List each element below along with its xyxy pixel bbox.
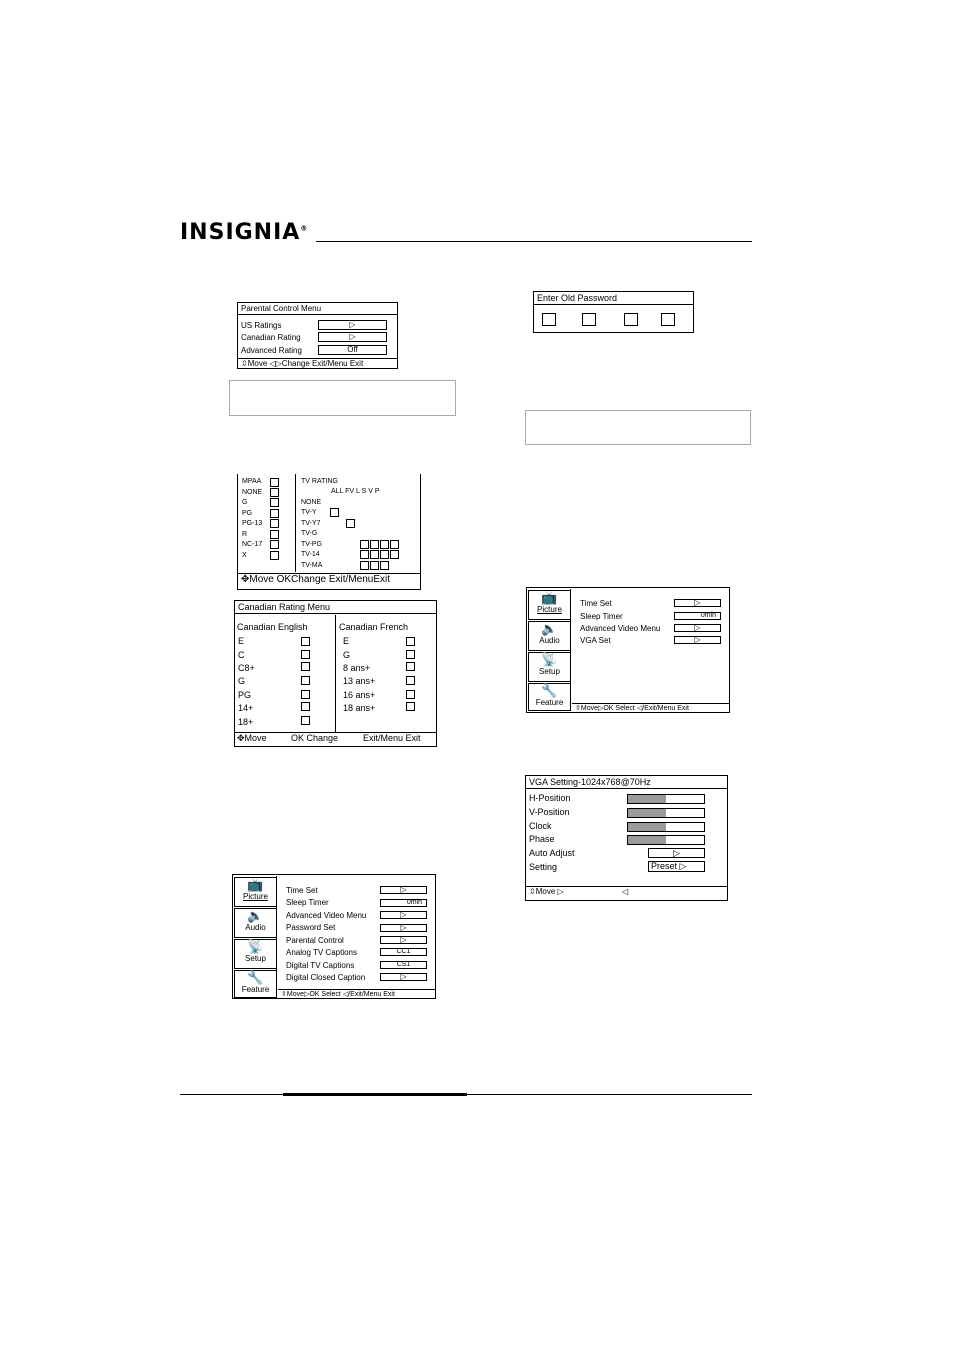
english-rating: 14+ (238, 703, 254, 713)
header-rule (316, 241, 752, 242)
menu-item-label: Parental Control (286, 936, 344, 945)
password-digit-1[interactable] (542, 313, 556, 326)
tv-rating-checkbox[interactable] (346, 519, 355, 528)
h-position-slider[interactable] (627, 794, 705, 804)
french-rating-checkbox[interactable] (406, 662, 415, 671)
menu-item-value[interactable]: 0min (380, 899, 427, 907)
menu-item-value[interactable]: ▷ (380, 973, 427, 981)
canadian-rating-menu (234, 600, 437, 747)
menu-item-value[interactable]: ▷ (674, 636, 721, 644)
english-rating: G (238, 676, 246, 686)
french-rating-checkbox[interactable] (406, 637, 415, 646)
menu-item-value[interactable]: CC1 (380, 948, 427, 956)
satellite-dish-icon: 📡 (541, 652, 558, 667)
french-rating: G (343, 650, 351, 660)
slider-fill (628, 809, 666, 817)
note-box (525, 410, 751, 445)
slider-fill (628, 836, 666, 844)
tv-rating-checkbox[interactable] (390, 550, 399, 559)
tv-rating-checkbox[interactable] (380, 550, 389, 559)
english-rating-checkbox[interactable] (301, 676, 310, 685)
advanced-rating-value[interactable]: Off (318, 345, 387, 355)
tv-rating-heading: TV RATING (301, 478, 338, 485)
footer-move: ✥Move (237, 733, 267, 743)
tv-rating: TV-MA (301, 562, 323, 569)
menu-item-label: Advanced Video Menu (286, 911, 367, 920)
setting-select[interactable]: Preset ▷ (648, 861, 705, 872)
french-rating-checkbox[interactable] (406, 676, 415, 685)
tv-rating-checkbox[interactable] (370, 561, 379, 570)
menu-item-value[interactable]: 0min (674, 612, 721, 620)
parental-menu-title: Parental Control Menu (238, 303, 397, 315)
tv-rating-checkbox[interactable] (360, 561, 369, 570)
tools-icon: 🔧 (247, 970, 264, 985)
us-ratings-value[interactable]: ▷ (318, 320, 387, 330)
footer-back: ◁ (622, 887, 629, 896)
speaker-icon: 🔈 (247, 908, 264, 923)
parental-control-menu (237, 302, 398, 369)
menu-item-value[interactable]: ▷ (380, 886, 427, 894)
password-digit-4[interactable] (661, 313, 675, 326)
tv-rating-checkbox[interactable] (380, 561, 389, 570)
sidebar-item-feature[interactable]: 🔧 Feature (528, 683, 571, 711)
tv-rating: TV-G (301, 530, 318, 537)
canadian-english-heading: Canadian English (237, 622, 308, 632)
english-rating: 18+ (238, 717, 254, 727)
satellite-dish-icon: 📡 (247, 939, 264, 954)
tv-rating-checkbox[interactable] (360, 540, 369, 549)
advanced-rating-label: Advanced Rating (241, 346, 302, 355)
english-rating-checkbox[interactable] (301, 637, 310, 646)
menu-item-label: Advanced Video Menu (580, 624, 661, 633)
feature-menu-footer: ⇳Move▷OK Select ◁/Exit/Menu Exit (278, 989, 435, 998)
tv-rating-checkbox[interactable] (370, 540, 379, 549)
french-rating-checkbox[interactable] (406, 702, 415, 711)
mpaa-rating: PG-13 (242, 520, 263, 527)
mpaa-checkbox[interactable] (270, 488, 279, 497)
feature-sidebar (528, 589, 571, 711)
menu-item-label: Digital TV Captions (286, 961, 355, 970)
mpaa-rating: X (242, 552, 247, 559)
english-rating-checkbox[interactable] (301, 662, 310, 671)
us-ratings-footer: ✥Move OKChange Exit/MenuExit (238, 573, 420, 589)
footer-ok: OK Change (291, 733, 339, 743)
tv-rating-checkbox[interactable] (330, 508, 339, 517)
menu-item-value[interactable]: ▷ (380, 924, 427, 932)
menu-item-value[interactable]: ▷ (674, 599, 721, 607)
english-rating-checkbox[interactable] (301, 702, 310, 711)
slider-label: Clock (529, 821, 552, 831)
canadian-menu-title: Canadian Rating Menu (235, 601, 436, 614)
tv-rating-checkbox[interactable] (390, 540, 399, 549)
parental-menu-footer: ⇳Move ◁▷Change Exit/Menu Exit (238, 358, 397, 368)
menu-item-label: Time Set (580, 599, 612, 608)
sidebar-item-setup[interactable]: 📡 Setup (528, 652, 571, 682)
english-rating: C (238, 650, 245, 660)
french-rating: 13 ans+ (343, 676, 376, 686)
password-digit-3[interactable] (624, 313, 638, 326)
us-ratings-label: US Ratings (241, 321, 282, 330)
english-rating-checkbox[interactable] (301, 716, 310, 725)
mpaa-checkbox[interactable] (270, 509, 279, 518)
us-ratings-panel (237, 474, 421, 590)
tv-rating: TV-Y7 (301, 520, 321, 527)
note-box (229, 380, 456, 416)
footer-move: ⇳Move ▷ (529, 887, 564, 896)
menu-item-label: VGA Set (580, 636, 611, 645)
sidebar-item-feature[interactable]: 🔧 Feature (234, 970, 277, 998)
english-rating: E (238, 636, 245, 646)
english-rating: C8+ (238, 663, 255, 673)
mpaa-rating: NC-17 (242, 541, 263, 548)
mpaa-rating: R (242, 531, 248, 538)
menu-item-label: Sleep Timer (286, 898, 329, 907)
mpaa-rating: PG (242, 510, 253, 517)
mpaa-heading: MPAA (242, 478, 262, 485)
mpaa-checkbox[interactable] (270, 540, 279, 549)
password-title: Enter Old Password (534, 292, 693, 305)
tv-icon: 📺 (247, 877, 264, 892)
tv-rating: TV-PG (301, 541, 323, 548)
enter-old-password-dialog (533, 291, 694, 333)
mpaa-checkbox[interactable] (270, 519, 279, 528)
menu-item-label: Analog TV Captions (286, 948, 358, 957)
canadian-menu-footer (235, 732, 436, 746)
canadian-rating-label: Canadian Rating (241, 333, 301, 342)
menu-item-value[interactable]: ▷ (380, 936, 427, 944)
tools-icon: 🔧 (541, 683, 558, 698)
auto-adjust-label: Auto Adjust (529, 848, 575, 858)
menu-item-label: Password Set (286, 923, 336, 932)
vga-footer (526, 886, 727, 900)
menu-item-value[interactable]: ▷ (674, 624, 721, 632)
tv-rating-checkbox[interactable] (370, 550, 379, 559)
french-rating: 16 ans+ (343, 690, 376, 700)
english-rating-checkbox[interactable] (301, 650, 310, 659)
setting-label: Setting (529, 862, 558, 872)
sidebar-item-picture[interactable]: 📺 Picture (234, 877, 277, 907)
slider-label: H-Position (529, 793, 571, 803)
canadian-french-heading: Canadian French (339, 622, 409, 632)
sidebar-item-audio[interactable]: 🔈 Audio (234, 908, 277, 938)
feature-menu-footer: ⇳Move▷OK Select ◁/Exit/Menu Exit (572, 703, 729, 712)
slider-fill (628, 823, 666, 831)
tv-icon: 📺 (541, 590, 558, 605)
french-rating: E (343, 636, 350, 646)
tv-rating: TV-14 (301, 551, 320, 558)
menu-item-label: Sleep Timer (580, 612, 623, 621)
tv-rating-columns: ALL FV L S V P (331, 488, 380, 495)
tv-rating-checkbox[interactable] (380, 540, 389, 549)
slider-label: V-Position (529, 807, 570, 817)
footer-exit: Exit/Menu Exit (363, 733, 421, 743)
slider-label: Phase (529, 834, 555, 844)
vga-setting-menu (525, 775, 728, 901)
footer-rule-accent (283, 1093, 467, 1096)
password-digit-2[interactable] (582, 313, 596, 326)
v-position-slider[interactable] (627, 808, 705, 818)
insignia-logo: INSIGNIA® (180, 220, 309, 245)
french-rating: 18 ans+ (343, 703, 376, 713)
feature-sidebar (234, 876, 277, 997)
slider-fill (628, 795, 666, 803)
auto-adjust-button[interactable]: ▷ (648, 848, 705, 858)
phase-slider[interactable] (627, 835, 705, 845)
menu-item-label: Digital Closed Caption (286, 973, 366, 982)
english-rating: PG (238, 690, 252, 700)
feature-menu-large (232, 874, 436, 999)
mpaa-checkbox[interactable] (270, 478, 279, 487)
speaker-icon: 🔈 (541, 621, 558, 636)
menu-item-value[interactable]: CS1 (380, 961, 427, 969)
vga-title: VGA Setting-1024x768@70Hz (526, 776, 727, 789)
french-rating-checkbox[interactable] (406, 650, 415, 659)
tv-rating-checkbox[interactable] (360, 550, 369, 559)
mpaa-rating: G (242, 499, 248, 506)
sidebar-item-picture[interactable]: 📺 Picture (528, 590, 571, 620)
tv-rating: TV-Y (301, 509, 317, 516)
sidebar-item-audio[interactable]: 🔈 Audio (528, 621, 571, 651)
mpaa-checkbox[interactable] (270, 498, 279, 507)
french-rating: 8 ans+ (343, 663, 371, 673)
menu-item-label: Time Set (286, 886, 318, 895)
english-rating-checkbox[interactable] (301, 690, 310, 699)
mpaa-checkbox[interactable] (270, 530, 279, 539)
mpaa-rating: NONE (242, 489, 263, 496)
tv-rating: NONE (301, 499, 322, 506)
menu-item-value[interactable]: ▷ (380, 911, 427, 919)
french-rating-checkbox[interactable] (406, 690, 415, 699)
clock-slider[interactable] (627, 822, 705, 832)
feature-menu-small (526, 587, 730, 713)
sidebar-item-setup[interactable]: 📡 Setup (234, 939, 277, 969)
mpaa-checkbox[interactable] (270, 551, 279, 560)
canadian-rating-value[interactable]: ▷ (318, 332, 387, 342)
